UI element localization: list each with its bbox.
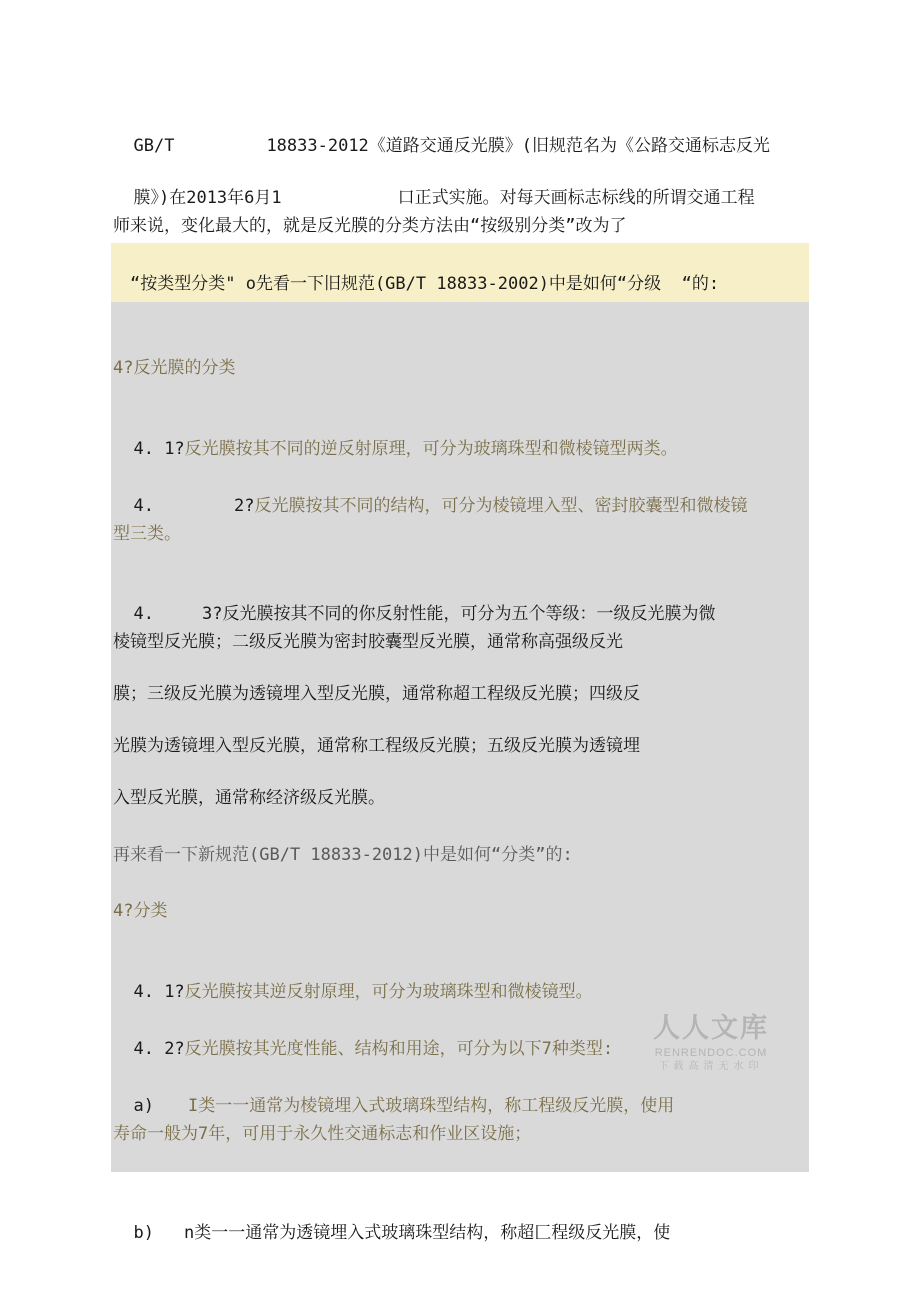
watermark-subtitle: 下载高清无水印 (658, 1061, 764, 1072)
old-spec-item-1 (113, 413, 678, 461)
item-number: 4. 2? (133, 1039, 185, 1059)
paragraph-line-1 (113, 110, 770, 158)
item-number: 2? (233, 496, 255, 516)
watermark-logo (646, 1012, 776, 1074)
new-spec-heading: 4?分类 (113, 901, 168, 921)
old-spec-heading: 4?反光膜的分类 (113, 358, 236, 378)
item-text: 通常为棱镜埋入式玻璃珠型结构，称工程级反光膜，使用 (249, 1096, 675, 1116)
new-spec-item-1 (113, 956, 593, 1004)
item-text: 反光膜按其不同的逆反射原理，可分为玻璃珠型和微棱镜型两类。 (184, 439, 678, 459)
old-spec-item-2 (113, 470, 747, 518)
item-number: 4. 1? (133, 982, 185, 1002)
item-number: 3? (201, 604, 223, 624)
item-text: 反光膜按其不同的结构，可分为棱镜埋入型、密封胶囊型和微棱镜 (254, 496, 748, 516)
item-label: a) (133, 1096, 154, 1116)
old-spec-item-3-line-5: 入型反光膜，通常称经济级反光膜。 (113, 788, 385, 808)
old-spec-item-3-line-3: 膜；三级反光膜为透镜埋入型反光膜，通常称超工程级反光膜；四级反 (113, 684, 640, 704)
text-span: 口正式实施。对每天画标志标线的所谓交通工程 (397, 188, 755, 208)
new-spec-intro: 再来看一下新规范(GB/T 18833-2012)中是如何“分类”的: (113, 845, 573, 865)
item-text: 反光膜按其逆反射原理，可分为玻璃珠型和微棱镜型。 (184, 982, 593, 1002)
new-spec-item-a (113, 1070, 674, 1118)
item-text: 反光膜按其光度性能、结构和用途，可分为以下7种类型: (184, 1039, 614, 1059)
paragraph-line-2 (113, 162, 755, 210)
item-type: I类一一 (187, 1096, 250, 1116)
paragraph-line-3: 师来说，变化最大的，就是反光膜的分类方法由“按级别分类”改为了 (113, 216, 627, 236)
item-label: b) (133, 1223, 154, 1243)
new-spec-item-2 (113, 1013, 613, 1061)
new-spec-item-b (113, 1197, 670, 1245)
item-number: 4. (133, 496, 154, 516)
item-text: 反光膜按其不同的你反射性能，可分为五个等级：一级反光膜为微 (222, 604, 716, 624)
watermark-title: 人人文库 (653, 1013, 769, 1044)
paragraph-line-4: “按类型分类" o先看一下旧规范(GB/T 18833-2002)中是如何“分级 “的: (130, 274, 720, 294)
text-span: 膜》)在2013年6月1 (133, 188, 282, 208)
old-spec-item-3-line-2: 棱镜型反光膜；二级反光膜为密封胶囊型反光膜，通常称高强级反光 (113, 632, 623, 652)
text-span: GB/T (133, 136, 175, 156)
text-span: 18833-2012《道路交通反光膜》(旧规范名为《公路交通标志反光 (266, 136, 771, 156)
watermark-domain: RENRENDOC.COM (654, 1047, 768, 1059)
new-spec-item-a-cont: 寿命一般为7年，可用于永久性交通标志和作业区设施； (113, 1124, 532, 1144)
item-text: n类一一通常为透镜埋入式玻璃珠型结构，称超匚程级反光膜，使 (183, 1223, 671, 1243)
item-number: 4. 1? (133, 439, 185, 459)
old-spec-item-3 (113, 578, 715, 626)
old-spec-item-2-cont: 型三类。 (113, 524, 181, 544)
item-number: 4. (133, 604, 154, 624)
old-spec-item-3-line-4: 光膜为透镜埋入型反光膜，通常称工程级反光膜；五级反光膜为透镜埋 (113, 736, 640, 756)
